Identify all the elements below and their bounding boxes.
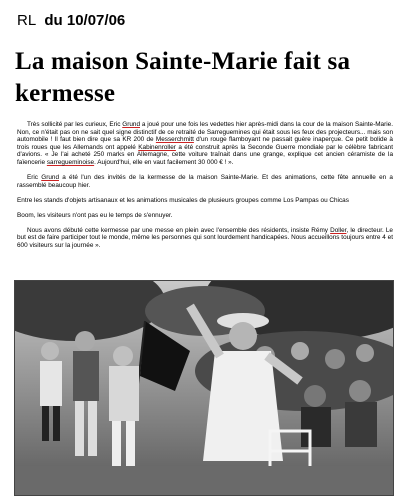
- photo-illustration: [15, 281, 393, 495]
- paragraph-1: Très sollicité par les curieux, Eric Grund a joué pour une fois les vedettes hier après-midi dans la cour de la maison Sainte-Marie. Non, ce n'était pas on ne sait quel signe distinctif de ce retraité de Sarreguemines qui était sous les feux des projecteurs... mais son automobile ! Il faut bien dire que sa KR 200 de Messerchmitt d'un rouge flamboyant ne passait guère inaperçue. Ce petit bolide à trois roues que les Allemands ont appelé Kabinenroller a été construit après la Seconde Guerre mondiale par le célèbre fabricant d'avions. « Je l'ai acheté 250 marks en Allemagne, cette voiture traînait dans une grange, explique cet ancien céramiste de la faïencerie sarregueminoise. Aujourd'hui, elle en vaut facilement 30 000 € ! ».: [17, 121, 393, 166]
- paragraph-3: Entre les stands d'objets artisanaux et les animations musicales de plusieurs groupes comme Los Pampas ou Chicas: [17, 196, 349, 204]
- paragraph-4: Boom, les visiteurs n'ont pas eu le temps de s'ennuyer.: [17, 211, 173, 219]
- place-name: sarregueminoise: [46, 158, 95, 166]
- source-abbrev: RL: [17, 12, 37, 29]
- brand-name: Messerchmitt: [155, 136, 194, 144]
- person-name: Grund: [122, 121, 140, 128]
- paragraph-2: Eric Grund a été l'un des invités de la kermesse de la maison Sainte-Marie. Et des animations, cette fête annuelle en a rassemblé beaucoup hier.: [17, 173, 393, 189]
- date-prefix: du: [44, 12, 63, 29]
- person-name: Doller: [330, 226, 347, 234]
- paragraph-5: Nous avons débuté cette kermesse par une messe en plein avec l'ensemble des résidents, insiste Rémy Doller, le directeur. Le but est de faire participer tout le monde, même les personnes qui sont lourdement handicapées. Nous accueillons toujours entre 4 et 600 visiteurs sur la journée ».: [17, 226, 393, 249]
- dateline: [17, 12, 125, 29]
- article-photo: [14, 280, 394, 496]
- article-body: [17, 121, 393, 257]
- headline: La maison Sainte-Marie fait sa kermesse: [15, 48, 351, 107]
- person-name: Grund: [41, 173, 59, 181]
- date: 10/07/06: [66, 12, 126, 29]
- car-nickname: Kabinenroller: [138, 143, 176, 151]
